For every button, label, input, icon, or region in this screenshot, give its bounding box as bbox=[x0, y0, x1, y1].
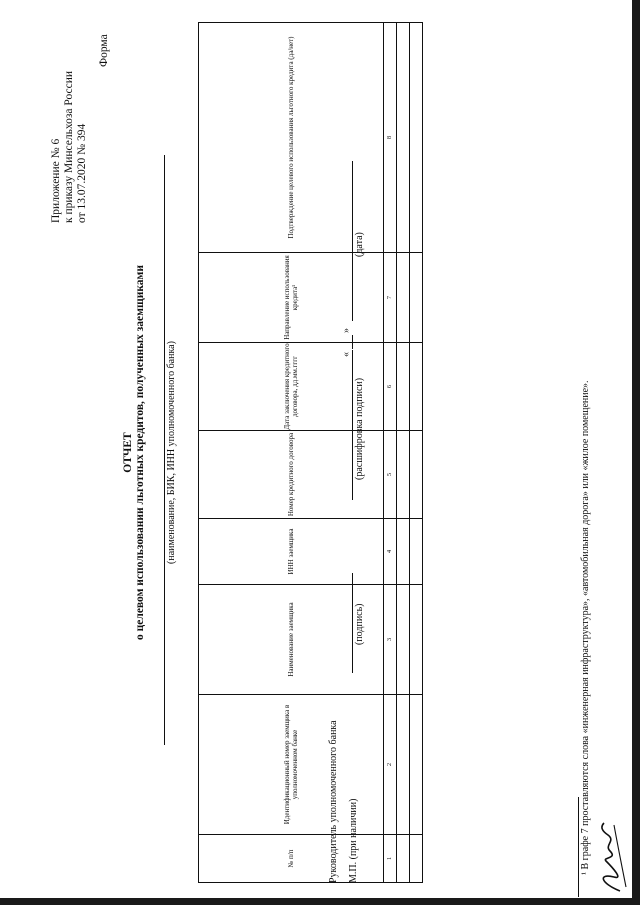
col-header-6: Дата заключения кредитного договора, дд.мм.гггг bbox=[199, 343, 384, 431]
table-cell bbox=[397, 23, 410, 253]
col-header-8: Подтверждение целевого использования льготного кредита (да/нет) bbox=[199, 23, 384, 253]
table-cell bbox=[410, 585, 423, 695]
report-title-line-1: ОТЧЕТ bbox=[122, 432, 134, 473]
table-cell bbox=[410, 519, 423, 585]
table-row bbox=[410, 23, 423, 883]
table-cell bbox=[410, 835, 423, 883]
col-header-3: Наименование заемщика bbox=[199, 585, 384, 695]
table-cell bbox=[397, 343, 410, 431]
appendix-block bbox=[50, 71, 89, 223]
appendix-line-3: от 13.07.2020 № 394 bbox=[76, 123, 88, 223]
date-open-quote: « bbox=[341, 352, 352, 357]
table-cell bbox=[397, 253, 410, 343]
table-cell bbox=[410, 253, 423, 343]
table-cell bbox=[410, 431, 423, 519]
col-number-2: 2 bbox=[384, 695, 397, 835]
col-header-7: Направление использования кредита¹ bbox=[199, 253, 384, 343]
handwritten-signature-icon bbox=[592, 819, 632, 897]
footnote-text: ¹ В графе 7 проставляются слова «инженерная инфраструктура», «автомобильная дорога» или «жилое помещение». bbox=[580, 380, 591, 875]
report-table bbox=[198, 22, 423, 883]
stamp-label: М.П. (при наличии) bbox=[348, 798, 359, 883]
decode-caption: (расшифровка подписи) bbox=[354, 377, 365, 480]
decode-line bbox=[352, 350, 353, 500]
col-header-2: Идентификационный номер заемщика в уполномоченном банке bbox=[199, 695, 384, 835]
col-header-4: ИНН заемщика bbox=[199, 519, 384, 585]
col-header-1: № п/п bbox=[199, 835, 384, 883]
table-cell bbox=[410, 695, 423, 835]
signature-line bbox=[352, 573, 353, 673]
table-cell bbox=[397, 585, 410, 695]
date-line bbox=[352, 161, 353, 321]
bank-caption: (наименование, БИК, ИНН уполномоченного банка) bbox=[166, 341, 177, 564]
bank-head-label: Руководитель уполномоченного банка bbox=[328, 720, 339, 883]
table-cell bbox=[410, 23, 423, 253]
table-cell bbox=[397, 695, 410, 835]
table-cell bbox=[410, 343, 423, 431]
date-day-line bbox=[352, 335, 353, 349]
col-number-1: 1 bbox=[384, 835, 397, 883]
form-label: Форма bbox=[98, 34, 110, 67]
col-number-4: 4 bbox=[384, 519, 397, 585]
signature-caption: (подпись) bbox=[354, 603, 365, 645]
col-number-3: 3 bbox=[384, 585, 397, 695]
col-number-7: 7 bbox=[384, 253, 397, 343]
date-caption: (дата) bbox=[354, 232, 365, 257]
col-header-5: Номер кредитного договора bbox=[199, 431, 384, 519]
col-number-5: 5 bbox=[384, 431, 397, 519]
table-row bbox=[397, 23, 410, 883]
table-cell bbox=[397, 835, 410, 883]
appendix-line-2: к приказу Минсельхоза России bbox=[63, 70, 75, 223]
footnote-rule bbox=[578, 797, 579, 897]
col-number-8: 8 bbox=[384, 23, 397, 253]
appendix-line-1: Приложение № 6 bbox=[50, 138, 62, 223]
table-number-row bbox=[384, 23, 397, 883]
bank-name-line bbox=[164, 155, 165, 745]
report-title-line-2: о целевом использовании льготных кредитов, полученных заемщиками bbox=[134, 265, 146, 640]
col-number-6: 6 bbox=[384, 343, 397, 431]
table-cell bbox=[397, 519, 410, 585]
date-close-quote: » bbox=[341, 328, 352, 333]
report-title bbox=[122, 0, 146, 905]
table-cell bbox=[397, 431, 410, 519]
